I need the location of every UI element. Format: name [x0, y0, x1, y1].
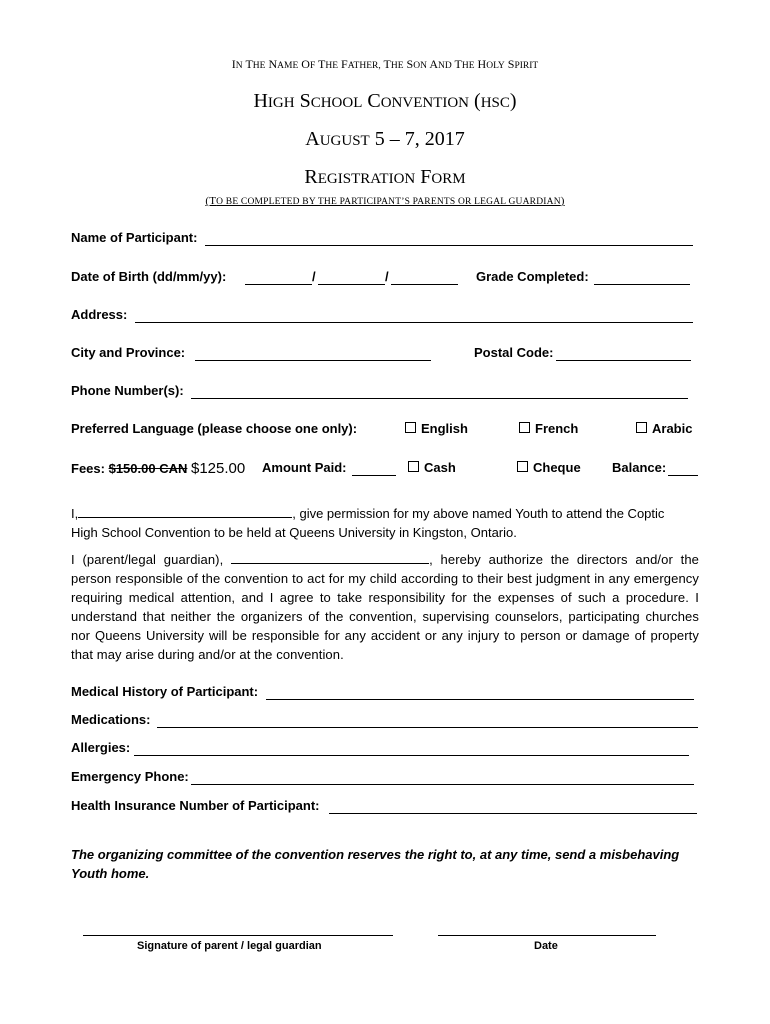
balance-field[interactable]: [668, 475, 698, 476]
permission-line-1: I, , give permission for my above named Youth to attend the Coptic: [71, 506, 665, 521]
committee-notice-line-2: Youth home.: [71, 866, 150, 881]
allergies-field[interactable]: [134, 755, 689, 756]
dob-separator: /: [312, 269, 316, 284]
payment-cheque-option[interactable]: Cheque: [517, 460, 581, 475]
old-fee: $150.00 CAN: [108, 461, 188, 476]
completion-note: (TO BE COMPLETED BY THE PARTICIPANT’S PARENTS OR LEGAL GUARDIAN): [205, 195, 565, 207]
dob-year-field[interactable]: [391, 284, 458, 285]
phone-label: Phone Number(s):: [71, 383, 184, 398]
checkbox-icon[interactable]: [517, 461, 528, 472]
medical-authorization-paragraph: I (parent/legal guardian), , hereby authorize the directors and/or the person responsible of the convention to act for my child according to their best judgment in any emergency requiring medical attention, and I agree to take responsibility for the expenses of such a procedure. I understand that neither the organizers of the convention, supervising counselors, participating churches nor Queens University will be responsible for any accident or any injury to person or damage of property that may arise during and/or at the convention.: [71, 552, 699, 662]
language-french-option[interactable]: French: [519, 421, 578, 436]
dob-separator: /: [385, 269, 389, 284]
payment-cash-option[interactable]: Cash: [408, 460, 456, 475]
dob-month-field[interactable]: [318, 284, 385, 285]
medical-history-label: Medical History of Participant:: [71, 684, 259, 699]
city-label: City and Province:: [71, 345, 186, 360]
guardian-authorization-field[interactable]: [231, 551, 429, 564]
language-label: Preferred Language (please choose one only):: [71, 421, 358, 436]
address-label: Address:: [71, 307, 128, 322]
medical-history-field[interactable]: [266, 699, 694, 700]
language-english-option[interactable]: English: [405, 421, 468, 436]
emergency-phone-field[interactable]: [191, 784, 694, 785]
parent-signature-field[interactable]: [83, 935, 393, 936]
grade-field[interactable]: [594, 284, 690, 285]
participant-name-field[interactable]: [205, 245, 693, 246]
dob-day-field[interactable]: [245, 284, 312, 285]
amount-paid-field[interactable]: [352, 475, 396, 476]
parent-signature-label: Signature of parent / legal guardian: [137, 940, 322, 952]
health-number-label: Health Insurance Number of Participant:: [71, 798, 320, 813]
balance-label: Balance:: [612, 460, 667, 475]
guardian-name-field[interactable]: [78, 506, 292, 518]
date-field[interactable]: [438, 935, 656, 936]
amount-paid-label: Amount Paid:: [262, 460, 347, 475]
language-arabic-option[interactable]: Arabic: [636, 421, 692, 436]
checkbox-icon[interactable]: [636, 422, 647, 433]
emergency-phone-label: Emergency Phone:: [71, 769, 189, 784]
allergies-label: Allergies:: [71, 740, 131, 755]
invocation-header: IN THE NAME OF THE FATHER, THE SON AND THE HOLY SPIRIT: [231, 57, 539, 71]
postal-field[interactable]: [556, 360, 691, 361]
dob-label: Date of Birth (dd/mm/yy):: [71, 269, 227, 284]
medications-field[interactable]: [157, 727, 698, 728]
postal-label: Postal Code:: [474, 345, 554, 360]
medications-label: Medications:: [71, 712, 151, 727]
participant-name-label: Name of Participant:: [71, 230, 198, 245]
current-fee: $125.00: [191, 460, 246, 477]
checkbox-icon[interactable]: [405, 422, 416, 433]
committee-notice-line-1: The organizing committee of the convention reserves the right to, at any time, send a misbehaving: [71, 847, 680, 862]
fees-label: Fees: $150.00 CAN $125.00: [71, 460, 246, 477]
date-label: Date: [534, 940, 558, 952]
permission-line-2: High School Convention to be held at Queens University in Kingston, Ontario.: [71, 525, 517, 540]
city-field[interactable]: [195, 360, 431, 361]
form-title: REGISTRATION FORM: [304, 166, 466, 188]
checkbox-icon[interactable]: [519, 422, 530, 433]
address-field[interactable]: [135, 322, 693, 323]
phone-field[interactable]: [191, 398, 688, 399]
checkbox-icon[interactable]: [408, 461, 419, 472]
convention-title: HIGH SCHOOL CONVENTION (HSC): [253, 90, 517, 112]
health-number-field[interactable]: [329, 813, 697, 814]
convention-dates: AUGUST 5 – 7, 2017: [305, 128, 465, 150]
grade-label: Grade Completed:: [476, 269, 589, 284]
